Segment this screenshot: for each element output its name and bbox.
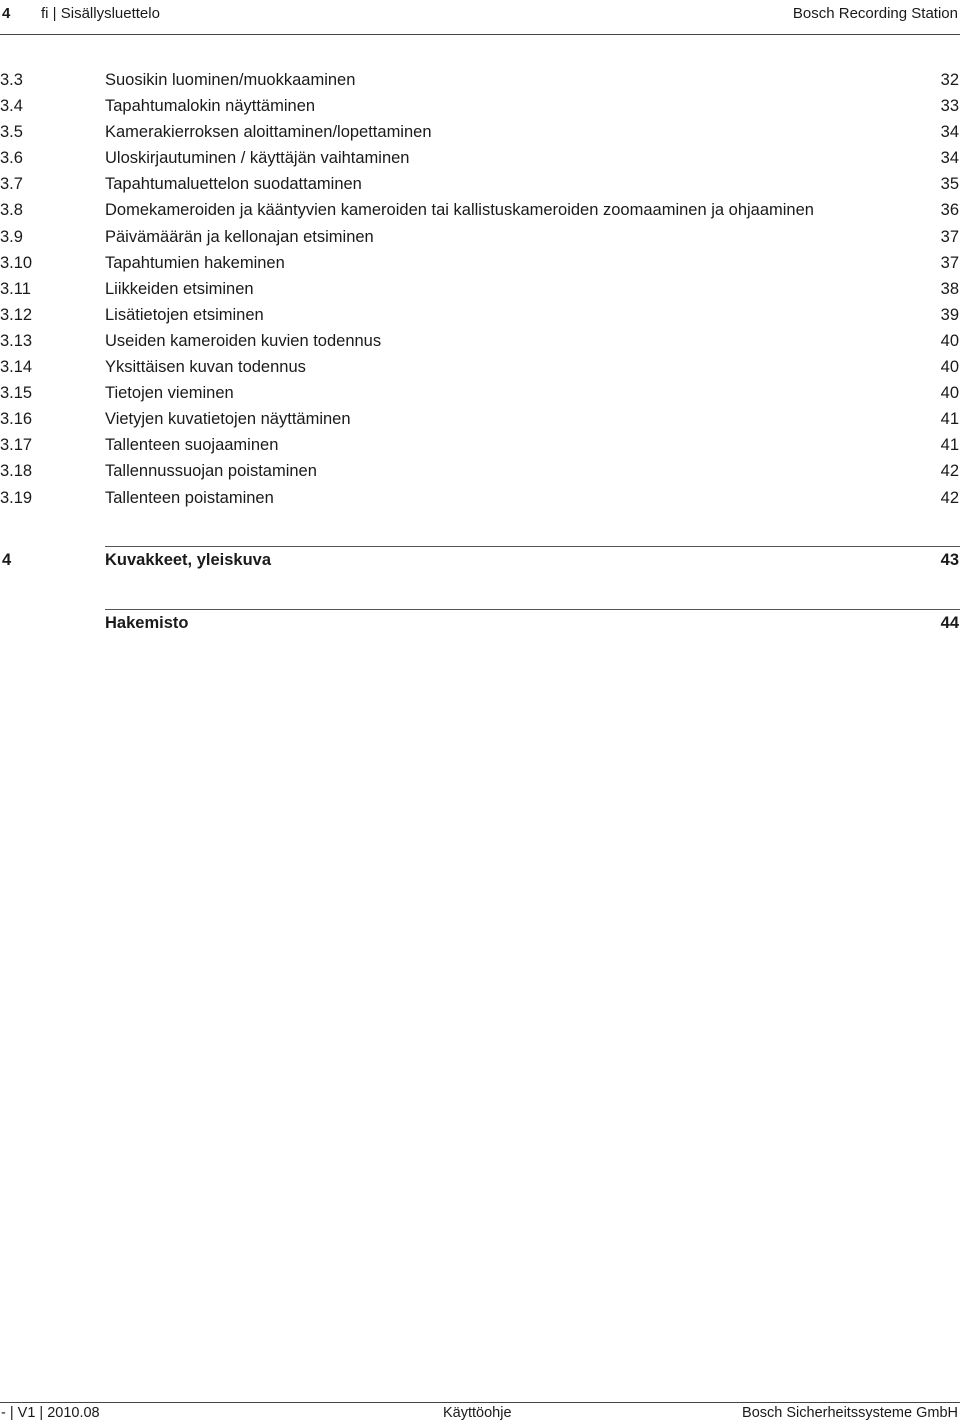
- toc-entry-number: 3.19: [0, 488, 33, 507]
- toc-entry[interactable]: [0, 119, 960, 145]
- toc-entry-number: 3.13: [0, 331, 33, 350]
- toc-entry[interactable]: [0, 276, 960, 302]
- toc-entry[interactable]: [0, 380, 960, 406]
- chapter-title: Kuvakkeet, yleiskuva: [105, 551, 272, 569]
- toc-entry-number: 3.6: [0, 149, 23, 168]
- toc-entry-page: 37: [940, 227, 959, 246]
- toc-entry-title: Lisätietojen etsiminen: [105, 305, 264, 324]
- toc-entry-number: 3.10: [0, 253, 33, 272]
- table-of-contents: [0, 67, 960, 511]
- toc-entry-page: 41: [940, 436, 959, 455]
- toc-entry-number: 3.9: [0, 227, 23, 246]
- toc-entry[interactable]: [0, 485, 960, 511]
- toc-entry-title: Tietojen vieminen: [105, 384, 234, 403]
- toc-entry-page: 40: [940, 331, 959, 350]
- toc-entry-page: 39: [940, 305, 959, 324]
- toc-entry[interactable]: [0, 458, 960, 484]
- toc-entry-number: 3.15: [0, 384, 33, 403]
- toc-entry[interactable]: [0, 67, 960, 93]
- header-product-name: Bosch Recording Station: [792, 5, 958, 22]
- toc-entry-page: 40: [940, 384, 959, 403]
- toc-chapter-4[interactable]: [0, 546, 960, 576]
- toc-entry[interactable]: [0, 302, 960, 328]
- toc-entry[interactable]: [0, 328, 960, 354]
- toc-entry-number: 3.4: [0, 97, 23, 116]
- toc-entry-title: Kamerakierroksen aloittaminen/lopettaminen: [105, 123, 432, 142]
- toc-entry-page: 32: [940, 71, 959, 89]
- toc-entry[interactable]: [0, 354, 960, 380]
- toc-entry-page: 42: [940, 488, 959, 507]
- toc-entry[interactable]: [0, 250, 960, 276]
- index-title: Hakemisto: [105, 614, 189, 632]
- toc-entry-page: 37: [940, 253, 959, 272]
- index-divider: [105, 609, 960, 610]
- toc-entry-number: 3.5: [0, 123, 23, 142]
- toc-entry-page: 41: [940, 410, 959, 429]
- toc-entry-title: Uloskirjautuminen / käyttäjän vaihtaminen: [105, 149, 410, 168]
- page-header: [0, 0, 960, 35]
- footer-company: Bosch Sicherheitssysteme GmbH: [742, 1405, 958, 1421]
- toc-entry-title: Domekameroiden ja kääntyvien kameroiden tai kallistuskameroiden zoomaaminen ja ohjaaminen: [105, 201, 814, 220]
- toc-entry-title: Tapahtumaluettelon suodattaminen: [105, 175, 362, 194]
- toc-entry[interactable]: [0, 93, 960, 119]
- toc-entry-number: 3.12: [0, 305, 33, 324]
- toc-entry-page: 35: [940, 175, 959, 194]
- header-section-title: fi | Sisällysluettelo: [41, 5, 160, 22]
- toc-entry-title: Päivämäärän ja kellonajan etsiminen: [105, 227, 374, 246]
- toc-entry[interactable]: [0, 145, 960, 171]
- toc-entry-number: 3.11: [0, 279, 31, 298]
- toc-entry[interactable]: [0, 224, 960, 250]
- toc-entry-page: 36: [940, 201, 959, 220]
- footer-version: - | V1 | 2010.08: [1, 1405, 100, 1421]
- toc-entry-number: 3.17: [0, 436, 33, 455]
- toc-entry-title: Tallenteen suojaaminen: [105, 436, 279, 455]
- toc-entry-title: Vietyjen kuvatietojen näyttäminen: [105, 410, 351, 429]
- toc-entry-title: Tapahtumalokin näyttäminen: [105, 97, 316, 116]
- toc-entry-page: 34: [940, 149, 959, 168]
- toc-entry-number: 3.16: [0, 410, 33, 429]
- toc-entry-number: 3.7: [0, 175, 23, 194]
- toc-entry-title: Suosikin luominen/muokkaaminen: [105, 71, 356, 89]
- footer-doc-type: Käyttöohje: [443, 1405, 512, 1421]
- toc-entry-page: 42: [940, 462, 959, 481]
- chapter-page: 43: [940, 551, 959, 569]
- toc-entry-number: 3.3: [0, 71, 23, 89]
- toc-entry-number: 3.8: [0, 201, 23, 220]
- toc-entry-title: Useiden kameroiden kuvien todennus: [105, 331, 382, 350]
- header-page-number: 4: [2, 5, 11, 22]
- toc-entry-title: Liikkeiden etsiminen: [105, 279, 254, 298]
- toc-entry-title: Tapahtumien hakeminen: [105, 253, 285, 272]
- toc-entry[interactable]: [0, 432, 960, 458]
- toc-entry-title: Tallennussuojan poistaminen: [105, 462, 317, 481]
- toc-index-entry[interactable]: [0, 609, 960, 639]
- toc-entry[interactable]: [0, 406, 960, 432]
- toc-entry[interactable]: [0, 171, 960, 197]
- chapter-number: 4: [2, 551, 12, 569]
- toc-entry-title: Yksittäisen kuvan todennus: [105, 358, 306, 377]
- toc-entry-number: 3.18: [0, 462, 33, 481]
- toc-entry-page: 38: [940, 279, 959, 298]
- toc-entry-page: 34: [940, 123, 959, 142]
- toc-entry-page: 33: [940, 97, 959, 116]
- index-page: 44: [940, 614, 959, 632]
- chapter-divider: [105, 546, 960, 547]
- toc-entry-page: 40: [940, 358, 959, 377]
- toc-entry[interactable]: [0, 197, 960, 223]
- toc-entry-number: 3.14: [0, 358, 33, 377]
- page-footer: [0, 1402, 960, 1421]
- toc-entry-title: Tallenteen poistaminen: [105, 488, 274, 507]
